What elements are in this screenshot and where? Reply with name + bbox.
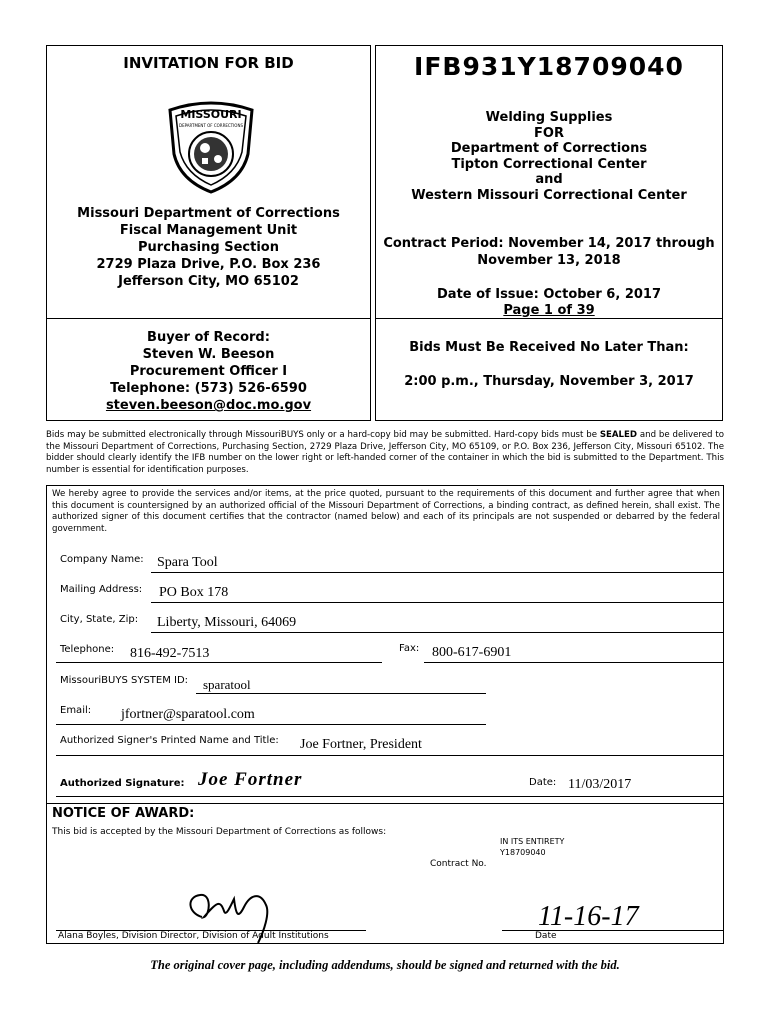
agency-line2: Fiscal Management Unit	[119, 223, 298, 238]
bid-info-line5: and	[535, 172, 563, 187]
award-stamp-line1: IN ITS ENTIRETY	[500, 837, 565, 846]
mailing-address-field[interactable]: PO Box 178	[159, 585, 229, 600]
telephone-label: Telephone:	[60, 644, 115, 655]
company-name-underline	[151, 572, 723, 573]
contract-line1: Contract Period: November 14, 2017 through	[383, 236, 715, 251]
signer-name-field[interactable]: Joe Fortner, President	[300, 737, 422, 752]
director-name-title: Alana Boyles, Division Director, Division of Adult Institutions	[58, 931, 329, 941]
deadline-label: Bids Must Be Received No Later Than:	[409, 340, 689, 355]
award-stamp-line2: Y18709040	[500, 848, 546, 857]
award-date-label: Date	[535, 931, 557, 941]
header-divider-right	[375, 318, 723, 319]
buyer-line3: Procurement Officer I	[129, 364, 288, 379]
agency-line1: Missouri Department of Corrections	[77, 206, 340, 221]
fax-label: Fax:	[399, 643, 420, 654]
email-field[interactable]: jfortner@sparatool.com	[121, 707, 255, 722]
instructions-sealed: SEALED	[599, 430, 638, 440]
contract-line2: November 13, 2018	[477, 253, 621, 268]
mailing-address-underline	[151, 602, 723, 603]
bid-number: IFB931Y18709040	[414, 52, 684, 81]
buyer-email-link[interactable]: steven.beeson@doc.mo.gov	[105, 398, 312, 413]
footer-note: The original cover page, including addendums, should be signed and returned with the bid.	[150, 958, 620, 972]
agency-line5: Jefferson City, MO 65102	[118, 274, 299, 289]
bid-info-line4: Tipton Correctional Center	[451, 156, 647, 172]
bid-info-line3: Department of Corrections	[450, 141, 648, 156]
bid-info	[375, 110, 723, 203]
buyer-line4: Telephone: (573) 526-6590	[110, 381, 307, 396]
seal-text: MISSOURI	[180, 108, 242, 121]
company-name-field[interactable]: Spara Tool	[157, 555, 218, 570]
award-signed-date: 11-16-17	[538, 901, 639, 932]
notice-of-award-title: NOTICE OF AWARD:	[52, 806, 195, 821]
city-state-zip-label: City, State, Zip:	[60, 614, 139, 625]
award-top-line	[46, 803, 724, 804]
bid-info-line2: FOR	[534, 125, 564, 141]
buyer-line1: Buyer of Record:	[147, 330, 270, 345]
agreement-text: We hereby agree to provide the services and/or items, at the price quoted, pursuant to the requirements of this document and further agree that when this document is countersigned by an authorized official of the Missouri Department of Corrections, a binding contract, as defined herein, shall exist. The authorized signer of this document certifies that the contractor (named below) and each of its principals are not suspended or debarred by the federal government.	[52, 489, 720, 534]
invitation-title: INVITATION FOR BID	[123, 54, 294, 72]
issue-date: Date of Issue: October 6, 2017	[437, 287, 661, 302]
signature-label: Authorized Signature:	[60, 778, 185, 789]
seal-subtext: DEPARTMENT OF CORRECTIONS	[179, 123, 243, 128]
agency-line3: Purchasing Section	[138, 240, 279, 255]
signature-date-label: Date:	[529, 777, 557, 788]
system-id-label: MissouriBUYS SYSTEM ID:	[60, 675, 189, 686]
system-id-underline	[196, 693, 486, 694]
instructions-part1: Bids may be submitted electronically through MissouriBUYS only or a hard-copy bid may be submitted. Hard-copy bids must be	[46, 430, 600, 440]
signer-underline	[56, 755, 723, 756]
fax-underline	[424, 662, 723, 663]
city-underline	[151, 632, 723, 633]
buyer-of-record	[46, 329, 371, 414]
telephone-field[interactable]: 816-492-7513	[130, 646, 210, 661]
buyer-line2: Steven W. Beeson	[142, 347, 275, 362]
contract-period	[375, 235, 723, 269]
signature-field[interactable]: Joe Fortner	[198, 769, 303, 790]
header-divider-left	[46, 318, 371, 319]
page-number-text: Page 1 of 39	[503, 303, 595, 318]
award-date-handwriting	[536, 893, 639, 933]
missouri-seal-logo	[162, 96, 260, 196]
signature-underline	[56, 796, 723, 797]
bid-info-line6: Western Missouri Correctional Center	[411, 187, 687, 203]
bid-info-line1: Welding Supplies	[485, 110, 613, 125]
fax-field[interactable]: 800-617-6901	[432, 645, 512, 660]
mailing-address-label: Mailing Address:	[60, 584, 143, 595]
header-box-right	[375, 45, 723, 421]
email-underline	[56, 724, 486, 725]
page-number	[375, 303, 723, 318]
company-name-label: Company Name:	[60, 554, 144, 565]
signer-name-label: Authorized Signer's Printed Name and Title:	[60, 735, 279, 746]
email-label: Email:	[60, 705, 92, 716]
submission-instructions	[46, 430, 724, 476]
agency-line4: 2729 Plaza Drive, P.O. Box 236	[96, 257, 321, 272]
deadline-time: 2:00 p.m., Thursday, November 3, 2017	[404, 374, 694, 389]
signature-date-field[interactable]: 11/03/2017	[568, 777, 632, 792]
city-state-zip-field[interactable]: Liberty, Missouri, 64069	[157, 615, 297, 630]
system-id-field[interactable]: sparatool	[203, 677, 251, 692]
award-text: This bid is accepted by the Missouri Department of Corrections as follows:	[52, 827, 387, 837]
instructions-part2: and be delivered to the Missouri Department of Corrections, Purchasing Section, 2729 Plaza Drive, Jefferson City, MO 65109, or P.O. Box 236, Jefferson City, Missouri 65102. The bidder should clearly identify the IFB number on the lower right or left-handed corner of the container in which the bid is submitted to the Department. This number is essential for identification purposes.	[46, 430, 724, 475]
agency-address	[46, 205, 371, 290]
telephone-underline	[56, 662, 382, 663]
contract-number-label: Contract No.	[430, 859, 487, 869]
